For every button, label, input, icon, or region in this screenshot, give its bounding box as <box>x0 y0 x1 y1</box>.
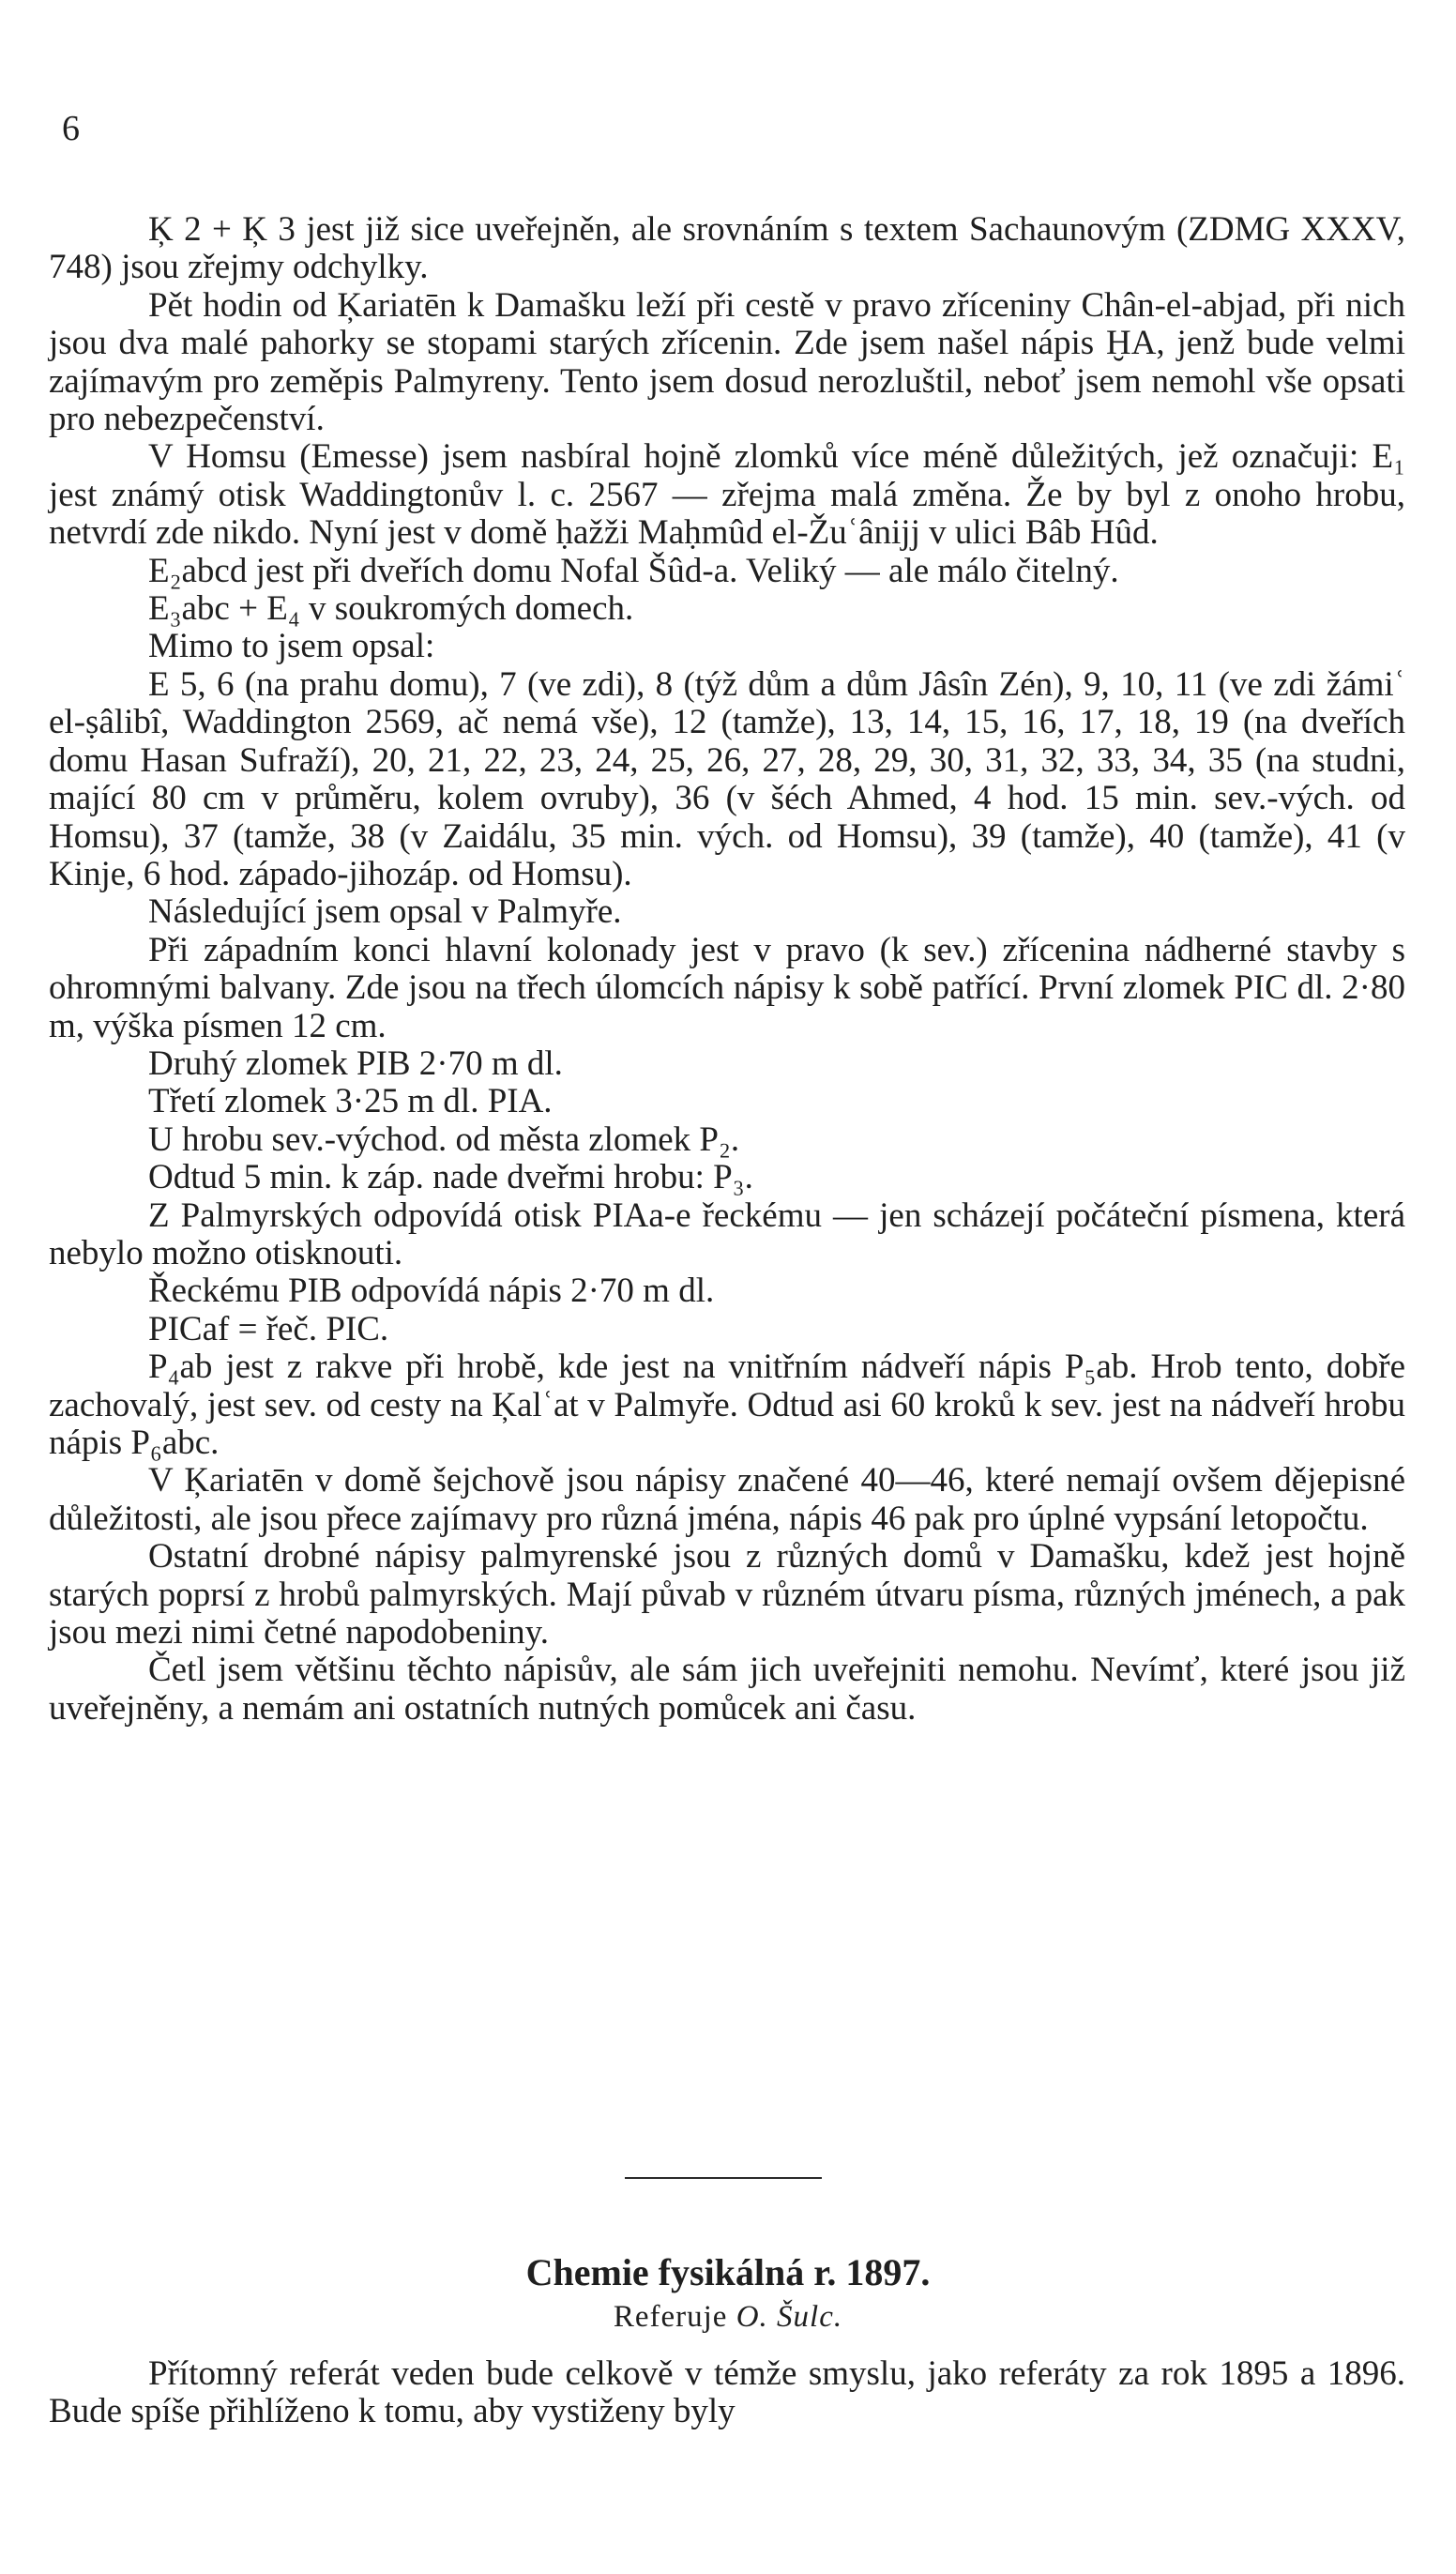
paragraph: E₃abc + E₄ v soukromých domech. <box>148 589 634 629</box>
section-byline <box>0 2299 1456 2337</box>
section-divider <box>625 2177 822 2179</box>
byline-prefix: Referuje <box>613 2300 728 2334</box>
paragraph: Ķ 2 + Ķ 3 jest již sice uveřejněn, ale srovnáním s textem Sachaunovým (ZDMG XXXV, 748) jsou zřejmy odchylky. <box>49 210 1405 287</box>
paragraph: PICaf = řeč. PIC. <box>148 1309 389 1348</box>
section-title: Chemie fysikálná r. 1897. <box>525 2251 931 2293</box>
paragraph: Třetí zlomek 3·25 m dl. PIA. <box>148 1082 553 1121</box>
paragraph: P₄ab jest z rakve při hrobě, kde jest na vnitřním nádveří nápis P₅ab. Hrob tento, dobře zachovalý, jest sev. od cesty na Ķalʿat v Palmyře. Odtud asi 60 kroků k sev. jest na nádveří hrobu nápis P₆abc. <box>49 1348 1405 1462</box>
section-body <box>49 2355 1405 2431</box>
paragraph: V Ķariatēn v domě šejchově jsou nápisy značené 40—46, které nemají ovšem dějepisné důležitosti, ale jsou přece zajímavy pro různá jména, nápis 46 pak pro úplné vypsání letopočtu. <box>49 1461 1405 1538</box>
paragraph: V Homsu (Emesse) jsem nasbíral hojně zlomků více méně důležitých, jež označuji: E₁ jest známý otisk Waddingtonův l. c. 2567 — zřejma malá změna. Že by byl z onoho hrobu, netvrdí zde nikdo. Nyní jest v domě ḥažži Maḥmûd el-Žuʿânijj v ulici Bâb Hûd. <box>49 437 1405 553</box>
paragraph: U hrobu sev.-východ. od města zlomek P₂. <box>148 1119 740 1159</box>
paragraph: Z Palmyrských odpovídá otisk PIAa-e řeckému — jen scházejí počáteční písmena, která nebylo možno otisknouti. <box>49 1196 1405 1272</box>
paragraph: E₂abcd jest při dveřích domu Nofal Šûd-a. Veliký — ale málo čitelný. <box>148 551 1119 590</box>
paragraph: Při západním konci hlavní kolonady jest v pravo (k sev.) zřícenina nádherné stavby s ohromnými balvany. Zde jsou na třech úlomcích nápisy k sobě patřící. První zlomek PIC dl. 2·80 m, výška písmen 12 cm. <box>49 930 1405 1045</box>
byline-author: O. Šulc. <box>736 2300 843 2334</box>
paragraph: Odtud 5 min. k záp. nade dveřmi hrobu: P₃. <box>148 1158 753 1197</box>
paragraph: Mimo to jsem opsal: <box>148 627 435 666</box>
paragraph: Pět hodin od Ķariatēn k Damašku leží při cestě v pravo zříceniny Chân-el-abjad, při nich jsou dva malé pahorky se stopami starých zřícenin. Zde jsem našel nápis ḪA, jenž bude velmi zajímavým pro zeměpis Palmyreny. Tento jsem dosud nerozluštil, neboť jsem nemohl vše opsati pro nebezpečenství. <box>49 285 1405 439</box>
paragraph: Řeckému PIB odpovídá nápis 2·70 m dl. <box>148 1272 715 1311</box>
article-body <box>49 211 1405 1728</box>
paragraph: E 5, 6 (na prahu domu), 7 (ve zdi), 8 (týž dům a dům Jâsîn Zén), 9, 10, 11 (ve zdi žámiʿ el-ṣâlibî, Waddington 2569, ač nemá vše), 12 (tamže), 13, 14, 15, 16, 17, 18, 19 (na dveřích domu Hasan Sufraží), 20, 21, 22, 23, 24, 25, 26, 27, 28, 29, 30, 31, 32, 33, 34, 35 (na studni, mající 80 cm v průměru, kolem ovruby), 36 (v šéch Ahmed, 4 hod. 15 min. sev.-vých. od Homsu), 37 (tamže, 38 (v Zaidálu, 35 min. vých. od Homsu), 39 (tamže), 40 (tamže), 41 (v Kinje, 6 hod. západo-jihozáp. od Homsu). <box>49 664 1405 893</box>
paragraph: Četl jsem většinu těchto nápisův, ale sám jich uveřejniti nemohu. Nevímť, které jsou již uveřejněny, a nemám ani ostatních nutných pomůcek ani času. <box>49 1651 1405 1728</box>
paragraph: Druhý zlomek PIB 2·70 m dl. <box>148 1043 563 1083</box>
paragraph: Následující jsem opsal v Palmyře. <box>148 892 622 932</box>
paragraph: Přítomný referát veden bude celkově v témže smyslu, jako referáty za rok 1895 a 1896. Bude spíše přihlíženo k tomu, aby vystiženy byly <box>49 2354 1405 2431</box>
page-number: 6 <box>62 109 80 148</box>
paragraph: Ostatní drobné nápisy palmyrenské jsou z různých domů v Damašku, kdež jest hojně starých poprsí z hrobů palmyrských. Mají půvab v různém útvaru písma, různých jménech, a pak jsou mezi nimi četné napodobeniny. <box>49 1537 1405 1653</box>
